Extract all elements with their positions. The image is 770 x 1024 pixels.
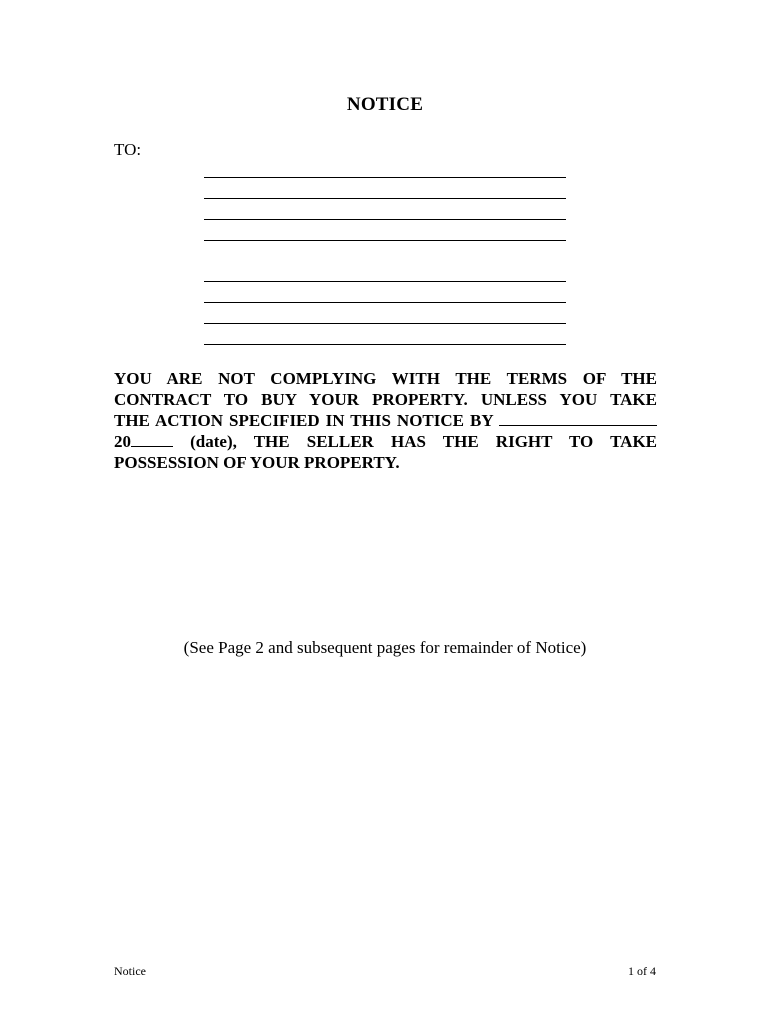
footer-page-number: 1 of 4 — [628, 964, 656, 978]
recipient-address-line-7[interactable] — [204, 323, 566, 324]
see-remainder-note: (See Page 2 and subsequent pages for remainder of Notice) — [183, 638, 587, 657]
recipient-address-line-2[interactable] — [204, 198, 566, 199]
warning-line-2: CONTRACT TO BUY YOUR PROPERTY. UNLESS YOU TAKE — [114, 390, 657, 409]
warning-line-4-text: (date), THE SELLER HAS THE RIGHT TO TAKE — [190, 432, 658, 451]
deadline-blank[interactable] — [499, 411, 657, 426]
warning-line-4 — [114, 431, 657, 452]
recipient-address-line-1[interactable] — [204, 177, 566, 178]
recipient-address-line-6[interactable] — [204, 302, 566, 303]
page-title: NOTICE — [346, 94, 424, 115]
recipient-address-line-3[interactable] — [204, 219, 566, 220]
year-blank[interactable] — [131, 432, 173, 447]
recipient-address-line-4[interactable] — [204, 240, 566, 241]
warning-line-3-text: THE ACTION SPECIFIED IN THIS NOTICE BY — [114, 411, 493, 430]
footer-document-name: Notice — [114, 964, 146, 978]
warning-line-5: POSSESSION OF YOUR PROPERTY. — [114, 453, 400, 472]
to-label: TO: — [114, 140, 142, 159]
recipient-address-line-8[interactable] — [204, 344, 566, 345]
recipient-address-line-5[interactable] — [204, 281, 566, 282]
warning-line-1: YOU ARE NOT COMPLYING WITH THE TERMS OF THE — [114, 369, 657, 388]
year-prefix: 20 — [114, 432, 131, 451]
warning-line-3 — [114, 410, 657, 431]
warning-paragraph — [114, 368, 657, 473]
